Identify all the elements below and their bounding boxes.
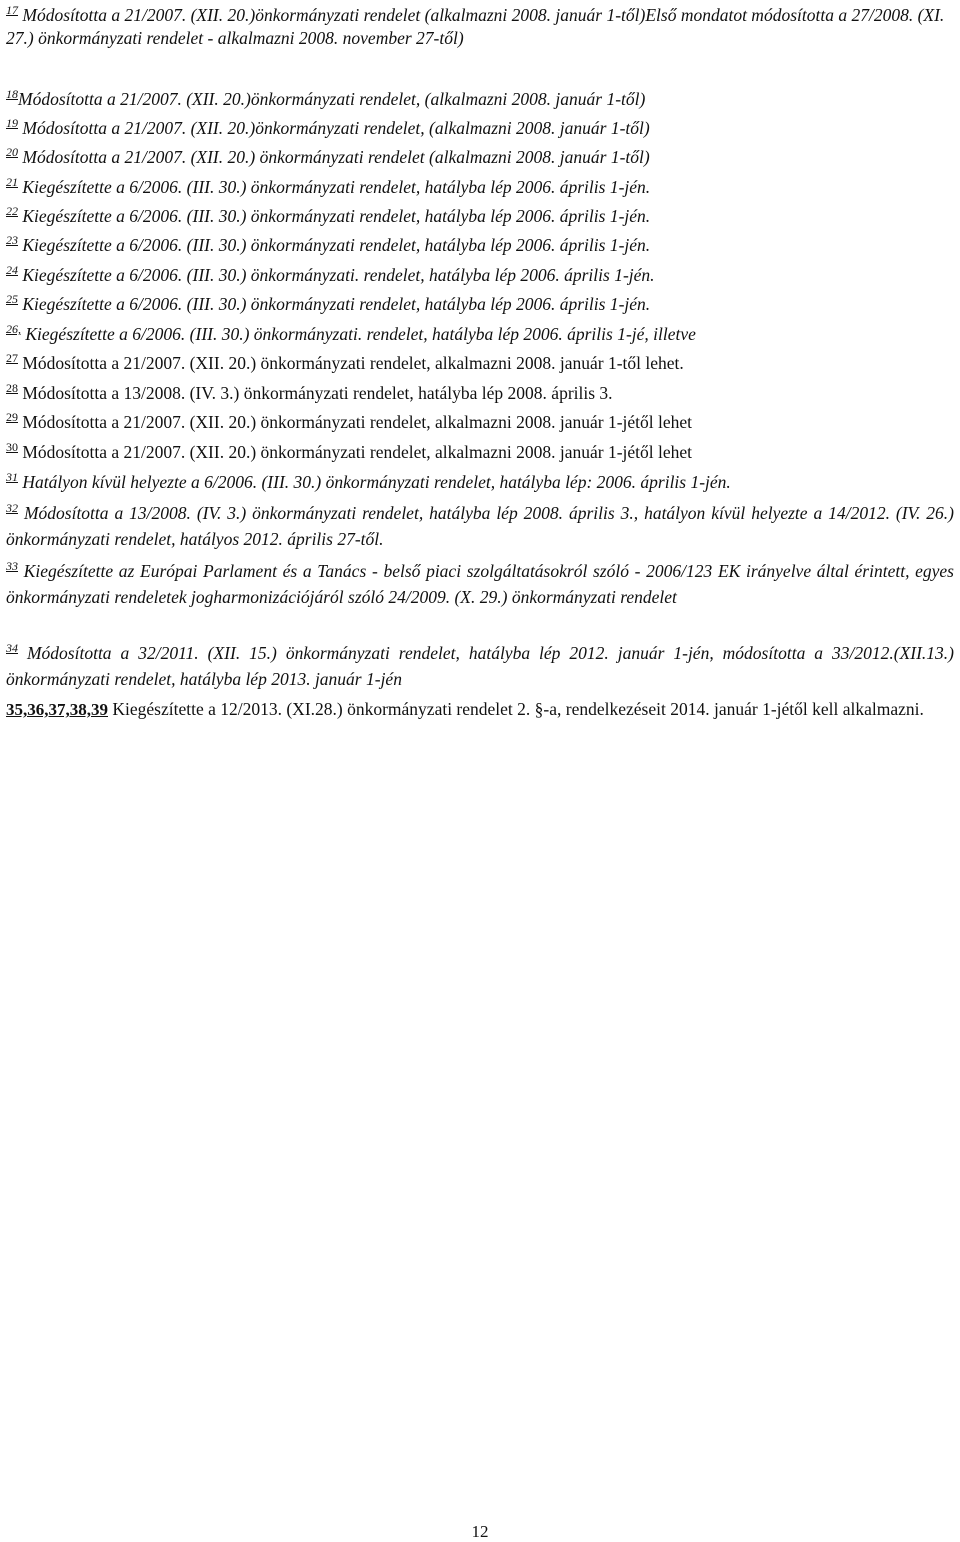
footnote-number: 19 — [6, 116, 18, 131]
footnote-33 — [6, 558, 954, 610]
footnote-text: Módosította a 32/2011. (XII. 15.) önkormányzati rendelet, hatályba lép 2012. január 1-jén, módosította a 33/2012.(XII.13.) önkormányzati rendelet, hatályba lép 2013. január 1-jén — [6, 643, 954, 689]
footnote-number: 30 — [6, 440, 18, 455]
footnote-25 — [6, 293, 954, 316]
footnote-32 — [6, 500, 954, 552]
footnote-number: 17 — [6, 3, 18, 18]
footnote-text: Kiegészítette a 6/2006. (III. 30.) önkormányzati rendelet, hatályba lép 2006. április 1-jén. — [18, 177, 651, 197]
footnote-text: Módosította a 21/2007. (XII. 20.)önkormányzati rendelet, (alkalmazni 2008. január 1-től) — [18, 89, 646, 109]
footnote-text: Módosította a 21/2007. (XII. 20.) önkormányzati rendelet (alkalmazni 2008. január 1-től) — [18, 147, 650, 167]
footnote-text: Kiegészítette a 6/2006. (III. 30.) önkormányzati rendelet, hatályba lép 2006. április 1-jén. — [18, 294, 651, 314]
footnote-21 — [6, 176, 954, 199]
footnote-number: 31 — [6, 470, 18, 485]
footnote-text: Módosította a 13/2008. (IV. 3.) önkormányzati rendelet, hatályba lép 2008. április 3. — [18, 383, 613, 403]
footnote-number: 26, — [6, 322, 21, 337]
footnote-number: 34 — [6, 641, 18, 656]
footnote-number: 33 — [6, 559, 18, 574]
footnote-number: 32 — [6, 501, 18, 516]
footnote-26 — [6, 323, 954, 346]
footnote-number: 27 — [6, 351, 18, 366]
footnote-text: Kiegészítette az Európai Parlament és a Tanács - belső piaci szolgáltatásokról szóló - 2006/123 EK irányelve által érintett, egyes önkormányzati rendeletek jogharmonizációjáról szóló 24/2009. (X. 29.) önkormányzati rendelet — [6, 561, 954, 607]
page-number: 12 — [471, 1522, 489, 1541]
footnote-text: Kiegészítette a 12/2013. (XI.28.) önkormányzati rendelet 2. §-a, rendelkezéseit 2014. január 1-jétől kell alkalmazni. — [108, 699, 924, 719]
footnote-number: 21 — [6, 175, 18, 190]
footnote-31 — [6, 471, 954, 494]
footnote-text: Kiegészítette a 6/2006. (III. 30.) önkormányzati. rendelet, hatályba lép 2006. április 1-jén. — [18, 265, 655, 285]
footnote-number: 18 — [6, 87, 18, 102]
footnote-number: 20 — [6, 145, 18, 160]
footnote-text: Hatályon kívül helyezte a 6/2006. (III. 30.) önkormányzati rendelet, hatályba lép: 2006. április 1-jén. — [18, 472, 731, 492]
footnote-text: Kiegészítette a 6/2006. (III. 30.) önkormányzati rendelet, hatályba lép 2006. április 1-jén. — [18, 206, 651, 226]
footnote-text: Módosította a 13/2008. (IV. 3.) önkormányzati rendelet, hatályba lép 2008. április 3., hatályon kívül helyezte a 14/2012. (IV. 26.) önkormányzati rendelet, hatályos 2012. április 27-től. — [6, 503, 954, 549]
footnote-20 — [6, 146, 954, 169]
footnote-text: Módosította a 21/2007. (XII. 20.) önkormányzati rendelet, alkalmazni 2008. január 1-jétől lehet — [18, 442, 693, 462]
footnote-17 — [6, 4, 954, 50]
footnote-35-39 — [6, 696, 954, 723]
footnote-number: 28 — [6, 381, 18, 396]
footnote-29 — [6, 411, 954, 434]
footnote-number: 23 — [6, 233, 18, 248]
footnote-23 — [6, 234, 954, 257]
footnote-30 — [6, 441, 954, 464]
footnote-22 — [6, 205, 954, 228]
footnote-number: 35,36,37,38,39 — [6, 700, 108, 719]
footnote-27 — [6, 352, 954, 375]
footnote-34 — [6, 640, 954, 692]
footnote-number: 22 — [6, 204, 18, 219]
footnote-text: Módosította a 21/2007. (XII. 20.) önkormányzati rendelet, alkalmazni 2008. január 1-jétől lehet — [18, 412, 693, 432]
footnote-number: 25 — [6, 292, 18, 307]
footnote-text: Kiegészítette a 6/2006. (III. 30.) önkormányzati. rendelet, hatályba lép 2006. április 1-jé, illetve — [21, 324, 696, 344]
footnote-number: 24 — [6, 263, 18, 278]
footnote-18 — [6, 88, 954, 111]
footnote-text: Módosította a 21/2007. (XII. 20.)önkormányzati rendelet, (alkalmazni 2008. január 1-től) — [18, 118, 650, 138]
footnote-28 — [6, 382, 954, 405]
footnote-19 — [6, 117, 954, 140]
footnote-text: Kiegészítette a 6/2006. (III. 30.) önkormányzati rendelet, hatályba lép 2006. április 1-jén. — [18, 235, 651, 255]
footnote-number: 29 — [6, 410, 18, 425]
footnote-text: Módosította a 21/2007. (XII. 20.)önkormányzati rendelet (alkalmazni 2008. január 1-től)Első mondatot módosította a 27/2008. (XI. 27.) önkormányzati rendelet - alkalmazni 2008. november 27-től) — [6, 5, 945, 48]
footnote-24 — [6, 264, 954, 287]
footnote-text: Módosította a 21/2007. (XII. 20.) önkormányzati rendelet, alkalmazni 2008. január 1-től lehet. — [18, 353, 684, 373]
